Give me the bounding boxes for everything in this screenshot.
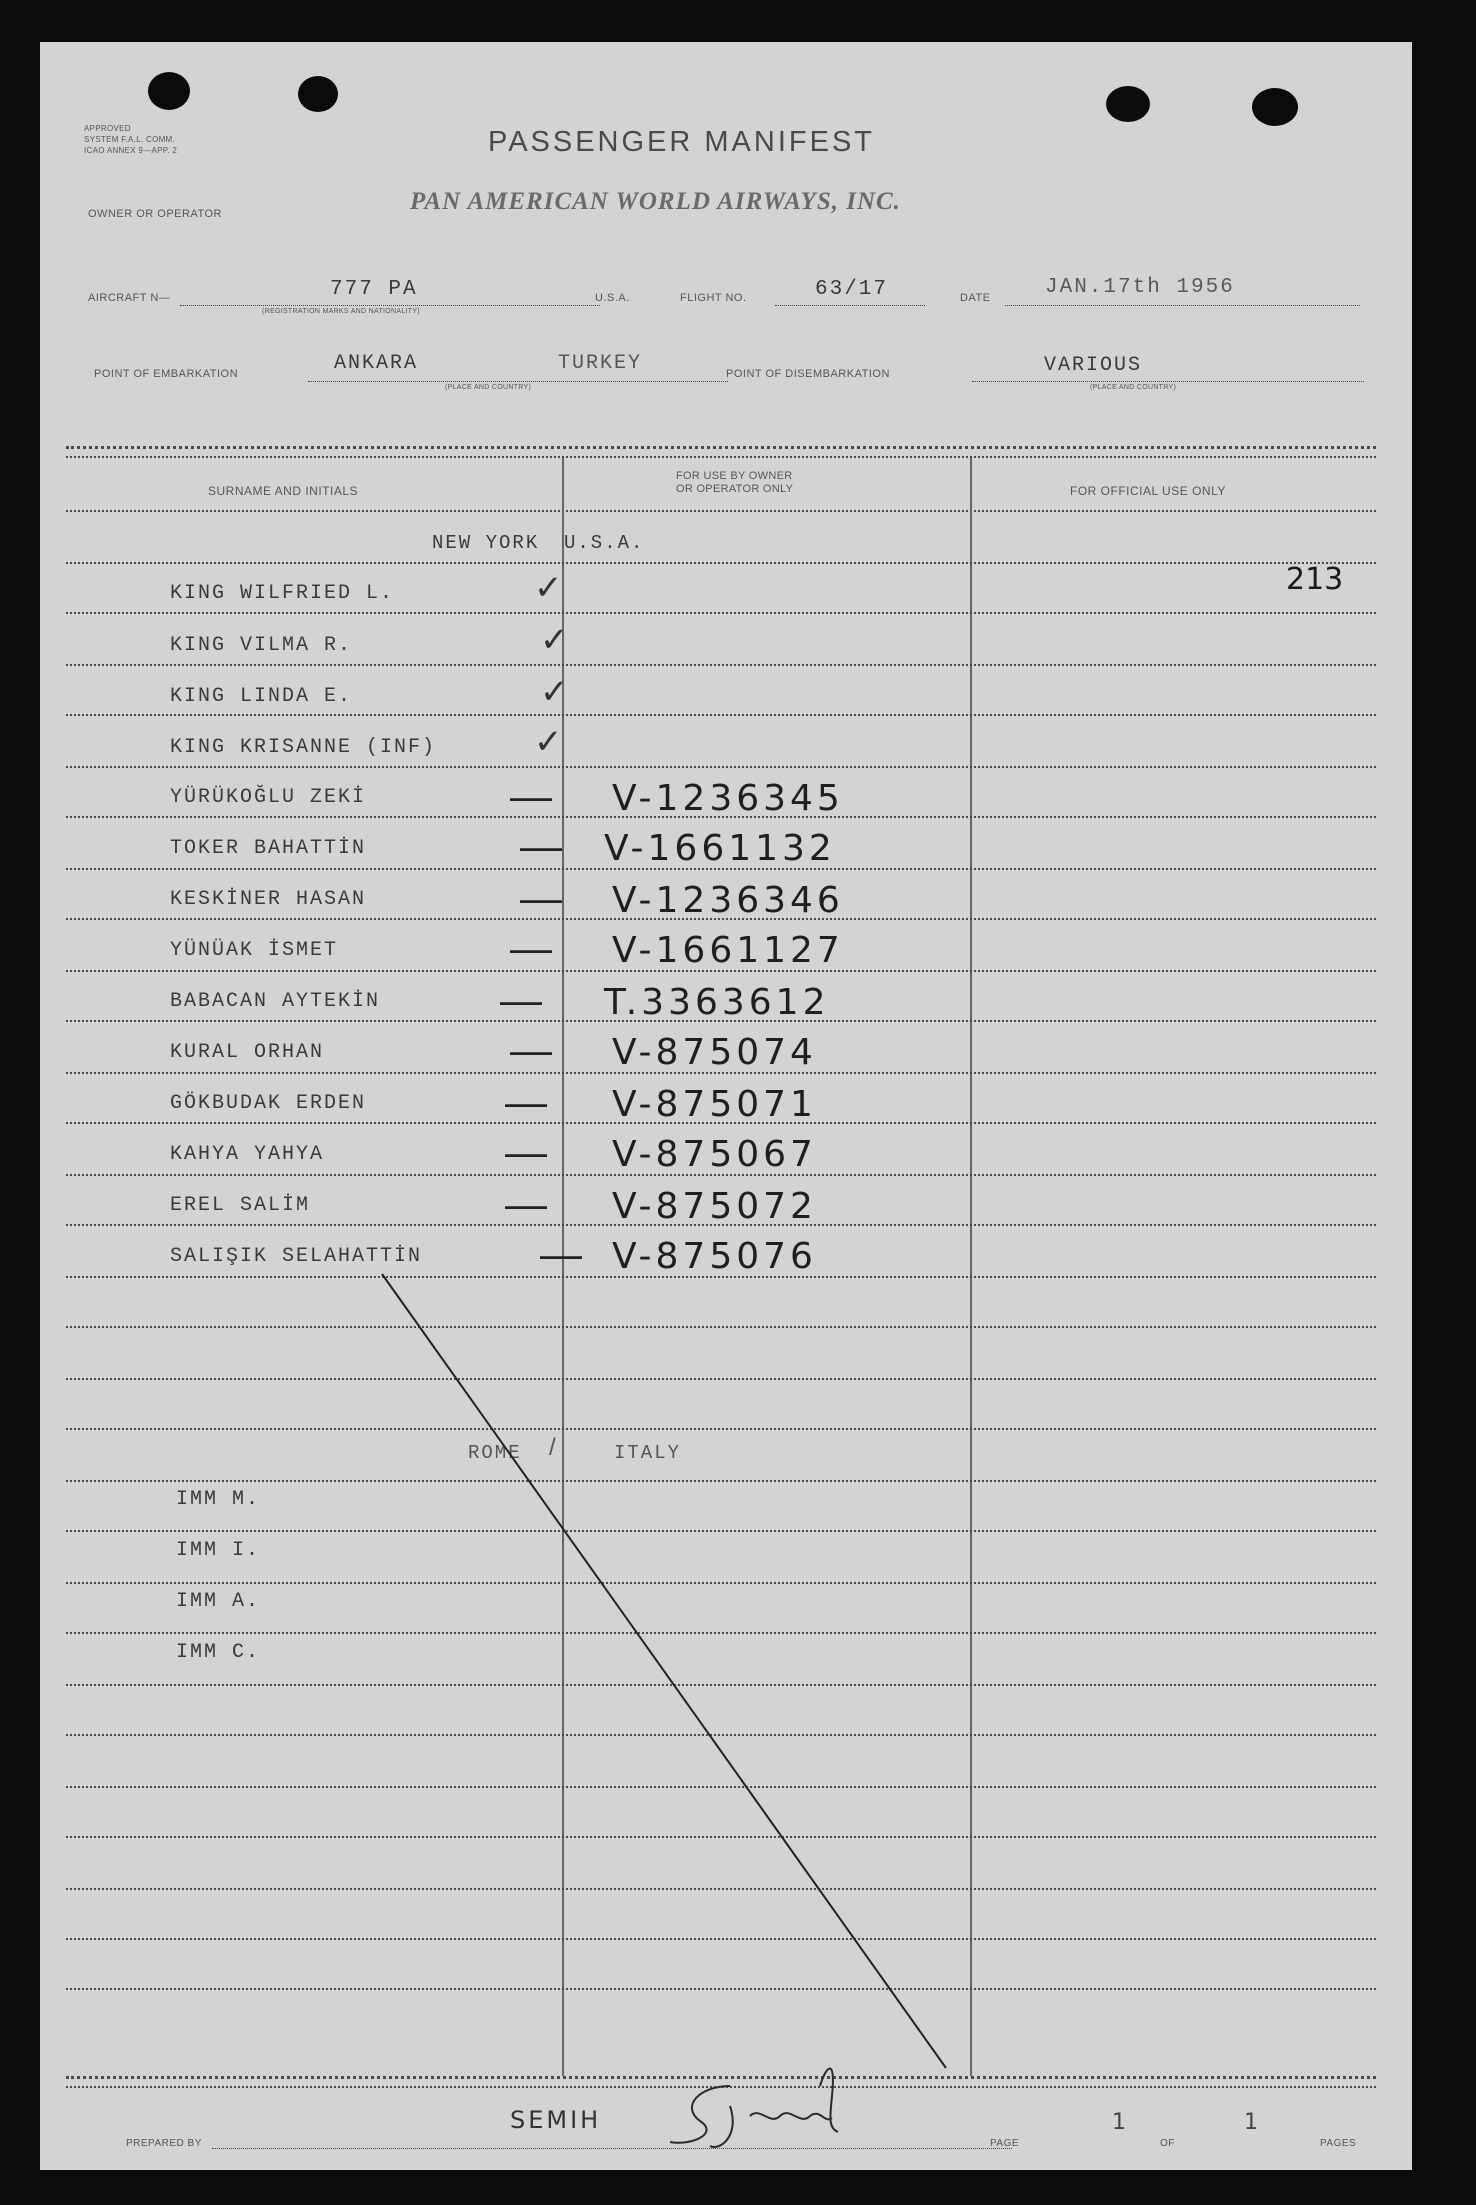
- disembarkation-label: POINT OF DISEMBARKATION: [726, 368, 890, 380]
- passenger-name: BABACAN AYTEKİN: [170, 990, 381, 1013]
- passenger-name: SALIŞIK SELAHATTİN: [170, 1245, 423, 1268]
- document-number: V-875076: [612, 1236, 817, 1277]
- place-caption: (PLACE AND COUNTRY): [445, 384, 532, 391]
- nationality: U.S.A.: [595, 292, 630, 304]
- document-number: V-875074: [612, 1032, 817, 1073]
- passenger-name: KAHYA YAHYA: [170, 1143, 325, 1166]
- check-mark: ✓: [540, 673, 569, 711]
- manifest-title: PASSENGER MANIFEST: [488, 126, 876, 158]
- registration-caption: (REGISTRATION MARKS AND NATIONALITY): [262, 308, 420, 315]
- flight-value: 63/17: [815, 278, 889, 301]
- date-value: JAN.17th 1956: [1045, 276, 1235, 299]
- approval-line: SYSTEM F.A.L. COMM.: [84, 135, 176, 144]
- strike-through-line: [40, 42, 1412, 2170]
- dash-mark: —: [500, 976, 542, 1023]
- section-destination: NEW YORK: [432, 532, 540, 554]
- of-value: 1: [1244, 2110, 1262, 2135]
- prepared-value: SEMIH: [510, 2106, 602, 2134]
- document-number: V-1236346: [612, 880, 844, 921]
- place-caption: (PLACE AND COUNTRY): [1090, 384, 1177, 391]
- embarkation-country: TURKEY: [558, 352, 643, 375]
- document-number: T.3363612: [604, 982, 830, 1023]
- passenger-name: IMM A.: [176, 1590, 261, 1613]
- passenger-name: KING KRISANNE (INF): [170, 736, 437, 759]
- page-label: PAGE: [990, 2138, 1020, 2149]
- aircraft-value: 777 PA: [330, 278, 418, 301]
- document-number: V-1236345: [612, 778, 844, 819]
- passenger-name: KING LINDA E.: [170, 685, 353, 708]
- passenger-name: IMM C.: [176, 1641, 261, 1664]
- dash-mark: —: [510, 1026, 552, 1073]
- document-number: V-875071: [612, 1084, 817, 1125]
- dash-mark: —: [520, 822, 562, 869]
- passenger-name: YÜRÜKOĞLU ZEKİ: [170, 786, 367, 809]
- page-value: 1: [1112, 2110, 1130, 2135]
- slash-separator: /: [549, 1434, 556, 1461]
- passenger-name: YÜNÜAK İSMET: [170, 939, 339, 962]
- column-header-owner-use: OR OPERATOR ONLY: [676, 483, 794, 495]
- document-number: V-875072: [612, 1186, 817, 1227]
- prepared-underline: [212, 2148, 1012, 2149]
- embarkation-label: POINT OF EMBARKATION: [94, 368, 239, 380]
- dash-mark: —: [510, 772, 552, 819]
- passenger-name: IMM I.: [176, 1539, 261, 1562]
- pages-label: PAGES: [1320, 2138, 1357, 2149]
- owner-label: OWNER OR OPERATOR: [88, 208, 222, 220]
- prepared-label: PREPARED BY: [126, 2138, 202, 2149]
- dash-mark: —: [540, 1230, 582, 1277]
- passenger-name: EREL SALİM: [170, 1194, 311, 1217]
- of-label: OF: [1160, 2138, 1175, 2149]
- dash-mark: —: [505, 1078, 547, 1125]
- passenger-name: KING WILFRIED L.: [170, 582, 395, 605]
- check-mark: ✓: [534, 569, 563, 607]
- disembarkation-value: VARIOUS: [1044, 354, 1143, 377]
- check-mark: ✓: [534, 723, 563, 761]
- operator-name: PAN AMERICAN WORLD AIRWAYS, INC.: [410, 188, 901, 215]
- section-country: U.S.A.: [564, 532, 645, 554]
- section-country: ITALY: [614, 1442, 682, 1464]
- aircraft-label: AIRCRAFT N—: [88, 292, 171, 304]
- dash-mark: —: [510, 924, 552, 971]
- document-number: V-1661127: [612, 930, 844, 971]
- flight-label: FLIGHT NO.: [680, 292, 747, 304]
- column-header-surname: SURNAME AND INITIALS: [208, 484, 359, 498]
- official-number: 213: [1286, 562, 1344, 597]
- document-number: V-1661132: [604, 828, 836, 869]
- approval-line: ICAO ANNEX 9—APP. 2: [84, 146, 178, 155]
- date-label: DATE: [960, 292, 991, 304]
- column-header-official: FOR OFFICIAL USE ONLY: [1070, 484, 1226, 498]
- approval-line: APPROVED: [84, 124, 131, 133]
- dash-mark: —: [520, 874, 562, 921]
- dash-mark: —: [505, 1128, 547, 1175]
- passenger-name: KESKİNER HASAN: [170, 888, 367, 911]
- passenger-name: GÖKBUDAK ERDEN: [170, 1092, 367, 1115]
- column-header-owner-use: FOR USE BY OWNER: [676, 470, 793, 482]
- check-mark: ✓: [540, 621, 569, 659]
- document-number: V-875067: [612, 1134, 817, 1175]
- passenger-name: KURAL ORHAN: [170, 1041, 325, 1064]
- passenger-name: TOKER BAHATTİN: [170, 837, 367, 860]
- section-destination: ROME: [468, 1442, 522, 1464]
- passenger-name: IMM M.: [176, 1488, 261, 1511]
- passenger-name: KING VILMA R.: [170, 634, 353, 657]
- embarkation-place: ANKARA: [334, 352, 419, 375]
- dash-mark: —: [505, 1180, 547, 1227]
- signature-icon: [660, 2046, 880, 2156]
- manifest-page: [40, 42, 1412, 2170]
